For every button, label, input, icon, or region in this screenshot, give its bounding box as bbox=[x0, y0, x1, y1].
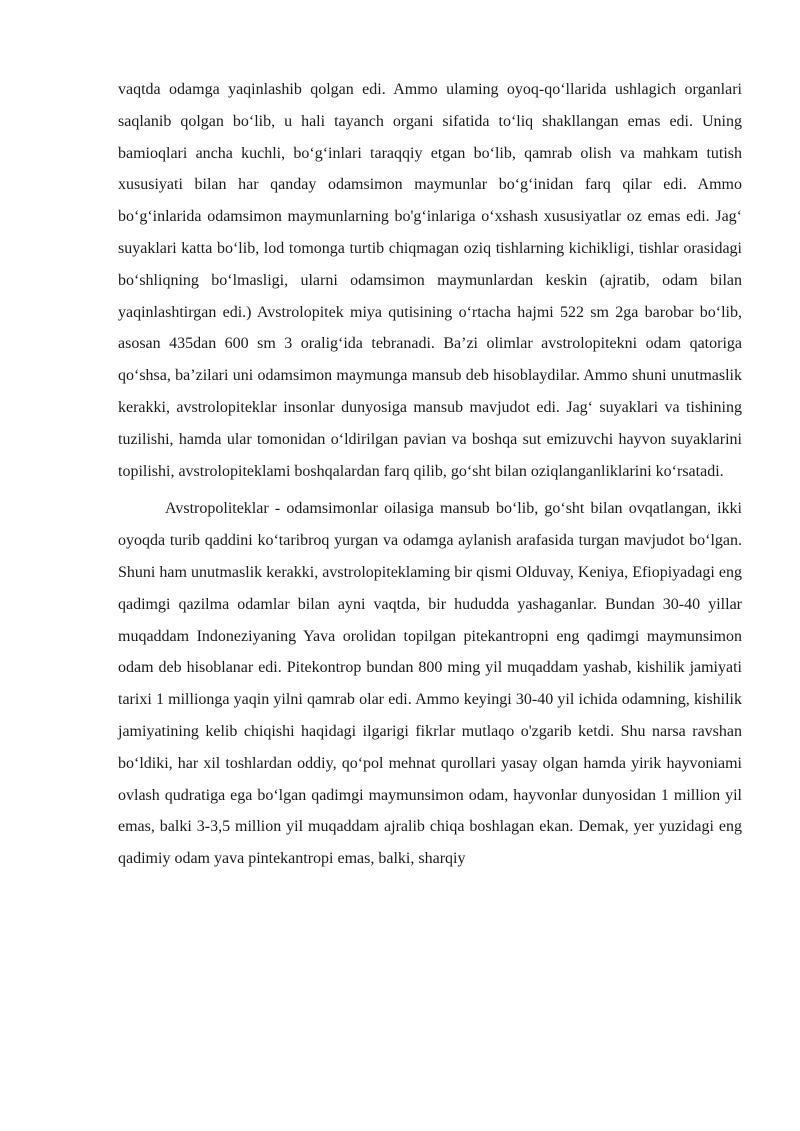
paragraph-1: vaqtda odamga yaqinlashib qolgan edi. Ammo ulaming oyoq-qo‘llarida ushlagich organlari saqlanib qolgan bo‘lib, u hali tayanch organi sifatida to‘liq shakllangan emas edi. Uning bamioqlari ancha kuchli, bo‘g‘inlari taraqqiy etgan bo‘lib, qamrab olish va mahkam tutish xususiyati bilan har qanday odamsimon maymunlar bo‘g‘inidan farq qilar edi. Ammo bo‘g‘inlarida odamsimon maymunlarning bo'g‘inlariga o‘xshash xususiyatlar oz emas edi. Jag‘ suyaklari katta bo‘lib, lod tomonga turtib chiqmagan oziq tishlarning kichikligi, tishlar orasidagi bo‘shliqning bo‘lmasligi, ularni odamsimon maymunlardan keskin (ajratib, odam bilan yaqinlashtirgan edi.) Avstrolopitek miya qutisining o‘rtacha hajmi 522 sm 2ga barobar bo‘lib, asosan 435dan 600 sm 3 oralig‘ida tebranadi. Ba’zi olimlar avstrolopitekni odam qatoriga qo‘shsa, ba’zilari uni odamsimon maymunga mansub deb hisoblaydilar. Ammo shuni unutmaslik kerakki, avstrolopiteklar insonlar dunyosiga mansub mavjudot edi. Jag‘ suyaklari va tishining tuzilishi, hamda ular tomonidan o‘ldirilgan pavian va boshqa sut emizuvchi hayvon suyaklarini topilishi, avstrolopiteklami boshqalardan farq qilib, go‘sht bilan oziqlanganliklarini ko‘rsatadi. bbox=[118, 81, 742, 480]
document-page bbox=[118, 74, 742, 875]
paragraph-2: Avstropoliteklar - odamsimonlar oilasiga mansub bo‘lib, go‘sht bilan ovqatlangan, ikki oyoqda turib qaddini ko‘taribroq yurgan va odamga aylanish arafasida turgan mavjudot bo‘lgan. Shuni ham unutmaslik kerakki, avstrolopiteklaming bir qismi Olduvay, Keniya, Efiopiyadagi eng qadimgi qazilma odamlar bilan ayni vaqtda, bir hududda yashaganlar. Bundan 30-40 yillar muqaddam Indoneziyaning Yava orolidan topilgan pitekantropni eng qadimgi maymunsimon odam deb hisoblanar edi. Pitekontrop bundan 800 ming yil muqaddam yashab, kishilik jamiyati tarixi 1 millionga yaqin yilni qamrab olar edi. Ammo keyingi 30-40 yil ichida odamning, kishilik jamiyatining kelib chiqishi haqidagi ilgarigi fikrlar mutlaqo o'zgarib ketdi. Shu narsa ravshan bo‘ldiki, har xil toshlardan oddiy, qo‘pol mehnat qurollari yasay olgan hamda yirik hayvoniami ovlash qudratiga ega bo‘lgan qadimgi maymunsimon odam, hayvonlar dunyosidan 1 million yil emas, balki 3-3,5 million yil muqaddam ajralib chiqa boshlagan ekan. Demak, yer yuzidagi eng qadimiy odam yava pintekantropi emas, balki, sharqiy bbox=[118, 500, 742, 868]
